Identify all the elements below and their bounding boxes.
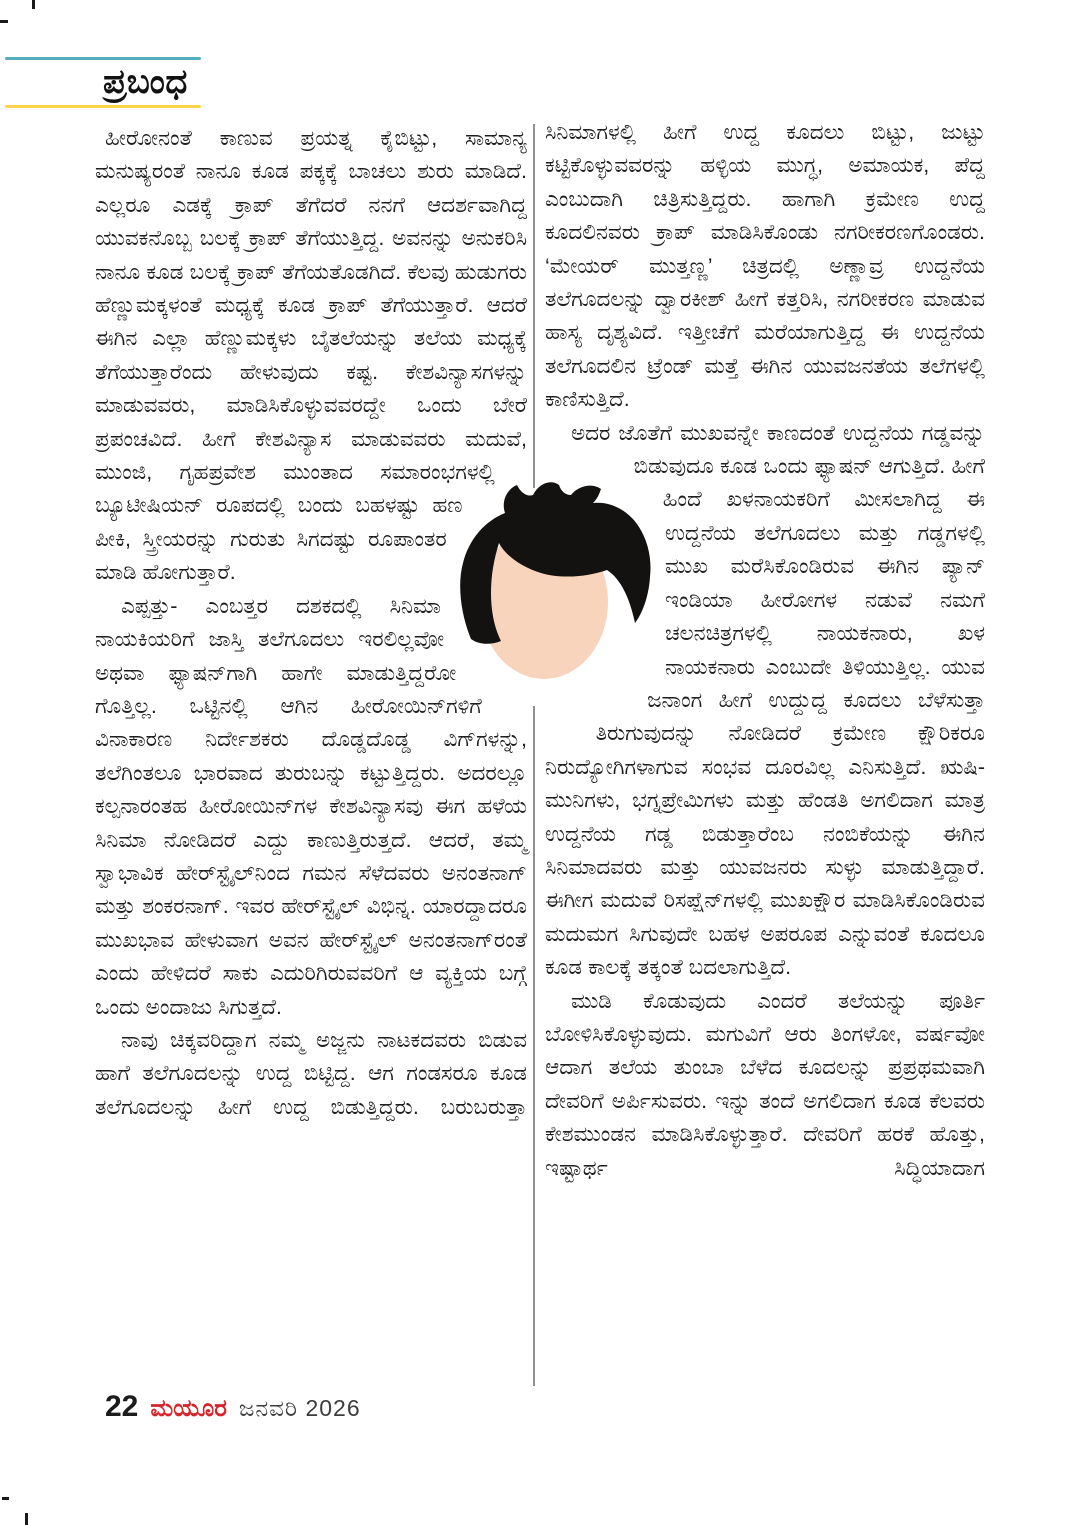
page-footer — [105, 1390, 361, 1424]
column-divider-top — [533, 124, 535, 488]
body-paragraph: ಎಪ್ಪತ್ತು- ಎಂಬತ್ತರ ದಶಕದಲ್ಲಿ ಸಿನಿಮಾ ನಾಯಕಿಯರಿಗೆ ಜಾಸ್ತಿ ತಲೆಗೂದಲು ಇರಲಿಲ್ಲವೋ ಅಥವಾ ಫ್ಯಾಷನ್‌ಗಾಗಿ ಹಾಗೇ ಮಾಡುತ್ತಿದ್ದರೋ ಗೊತ್ತಿಲ್ಲ. ಒಟ್ಟಿನಲ್ಲಿ ಆಗಿನ ಹೀರೋಯಿನ್‌ಗಳಿಗೆ ವಿನಾಕಾರಣ ನಿರ್ದೇಶಕರು ದೊಡ್ಡದೊಡ್ಡ ವಿಗ್‌ಗಳನ್ನು, ತಲೆಗಿಂತಲೂ ಭಾರವಾದ ತುರುಬನ್ನು ಕಟ್ಟುತ್ತಿದ್ದರು. ಅದರಲ್ಲೂ ಕಲ್ಪನಾರಂತಹ ಹೀರೋಯಿನ್‌ಗಳ ಕೇಶವಿನ್ಯಾಸವು ಈಗ ಹಳೆಯ ಸಿನಿಮಾ ನೋಡಿದರೆ ಎದ್ದು ಕಾಣುತ್ತಿರುತ್ತದೆ. ಆದರೆ, ತಮ್ಮ ಸ್ವಾಭಾವಿಕ ಹೇರ್‌ಸ್ಟೈಲ್‌ನಿಂದ ಗಮನ ಸೆಳೆದವರು ಅನಂತನಾಗ್ ಮತ್ತು ಶಂಕರನಾಗ್. ಇವರ ಹೇರ್‌ಸ್ಟೈಲ್ ವಿಭಿನ್ನ. ಯಾರದ್ದಾದರೂ ಮುಖಭಾವ ಹೇಳುವಾಗ ಅವನ ಹೇರ್‌ಸ್ಟೈಲ್ ಅನಂತನಾಗ್‌ರಂತೆ ಎಂದು ಹೇಳಿದರೆ ಸಾಕು ಎದುರಿಗಿರುವವರಿಗೆ ಆ ವ್ಯಕ್ತಿಯ ಬಗ್ಗೆ ಒಂದು ಅಂದಾಜು ಸಿಗುತ್ತದೆ. — [95, 593, 527, 1019]
body-paragraph: ಮುಡಿ ಕೊಡುವುದು ಎಂದರೆ ತಲೆಯನ್ನು ಪೂರ್ತಿ ಬೋಳಿಸಿಕೊಳ್ಳುವುದು. ಮಗುವಿಗೆ ಆರು ತಿಂಗಳೋ, ವರ್ಷವೋ ಆದಾಗ ತಲೆಯ ತುಂಬಾ ಬೆಳೆದ ಕೂದಲನ್ನು ಪ್ರಪ್ರಥಮವಾಗಿ ದೇವರಿಗೆ ಅರ್ಪಿಸುವರು. ಇನ್ನು ತಂದೆ ಅಗಲಿದಾಗ ಕೂಡ ಕೆಲವರು ಕೇಶಮುಂಡನ ಮಾಡಿಸಿಕೊಳ್ಳುತ್ತಾರೆ. ದೇವರಿಗೆ ಹರಕೆ ಹೊತ್ತು, ಇಷ್ಟಾರ್ಥ ಸಿದ್ಧಿಯಾದಾಗ — [545, 988, 985, 1180]
body-paragraph: ಸಿನಿಮಾಗಳಲ್ಲಿ ಹೀಗೆ ಉದ್ದ ಕೂದಲು ಬಿಟ್ಟು, ಜುಟ್ಟು ಕಟ್ಟಿಕೊಳ್ಳುವವರನ್ನು ಹಳ್ಳಿಯ ಮುಗ್ಧ, ಅಮಾಯಕ, ಪೆದ್ದ ಎಂಬುದಾಗಿ ಚಿತ್ರಿಸುತ್ತಿದ್ದರು. ಹಾಗಾಗಿ ಕ್ರಮೇಣ ಉದ್ದ ಕೂದಲಿನವರು ಕ್ರಾಪ್ ಮಾಡಿಸಿಕೊಂಡು ನಗರೀಕರಣಗೊಂಡರು. ‘ಮೇಯರ್ ಮುತ್ತಣ್ಣ’ ಚಿತ್ರದಲ್ಲಿ ಅಣ್ಣಾವ್ರ ಉದ್ದನೆಯ ತಲೆಗೂದಲನ್ನು ದ್ವಾರಕೀಶ್ ಹೀಗೆ ಕತ್ತರಿಸಿ, ನಗರೀಕರಣ ಮಾಡುವ ಹಾಸ್ಯ ದೃಶ್ಯವಿದೆ. ಇತ್ತೀಚೆಗೆ ಮರೆಯಾಗುತ್ತಿದ್ದ ಈ ಉದ್ದನೆಯ ತಲೆಗೂದಲಿನ ಟ್ರೆಂಡ್ ಮತ್ತೆ ಈಗಿನ ಯುವಜನತೆಯ ತಲೆಗಳಲ್ಲಿ ಕಾಣಿಸುತ್ತಿದೆ. — [545, 120, 985, 412]
section-title: ಪ್ರಬಂಧ — [103, 63, 188, 101]
page-number: 22 — [105, 1390, 139, 1423]
body-paragraph: ಹೀರೋನಂತೆ ಕಾಣುವ ಪ್ರಯತ್ನ ಕೈಬಿಟ್ಟು, ಸಾಮಾನ್ಯ ಮನುಷ್ಯರಂತೆ ನಾನೂ ಕೂಡ ಪಕ್ಕಕ್ಕೆ ಬಾಚಲು ಶುರು ಮಾಡಿದೆ. ಎಲ್ಲರೂ ಎಡಕ್ಕೆ ಕ್ರಾಪ್ ತೆಗೆದರೆ ನನಗೆ ಆದರ್ಶವಾಗಿದ್ದ ಯುವಕನೊಬ್ಬ ಬಲಕ್ಕೆ ಕ್ರಾಪ್ ತೆಗೆಯುತ್ತಿದ್ದ. ಅವನನ್ನು ಅನುಕರಿಸಿ ನಾನೂ ಕೂಡ ಬಲಕ್ಕೆ ಕ್ರಾಪ್ ತೆಗೆಯತೊಡಗಿದೆ. ಕೆಲವು ಹುಡುಗರು ಹೆಣ್ಣುಮಕ್ಕಳಂತೆ ಮಧ್ಯಕ್ಕೆ ಕೂಡ ಕ್ರಾಪ್ ತೆಗೆಯುತ್ತಾರೆ. ಆದರೆ ಈಗಿನ ಎಲ್ಲಾ ಹೆಣ್ಣುಮಕ್ಕಳು ಬೈತಲೆಯನ್ನು ತಲೆಯ ಮಧ್ಯಕ್ಕೆ ತೆಗೆಯುತ್ತಾರೆಂದು ಹೇಳುವುದು ಕಷ್ಟ. ಕೇಶವಿನ್ಯಾಸಗಳನ್ನು ಮಾಡುವವರು, ಮಾಡಿಸಿಕೊಳ್ಳುವವರದ್ದೇ ಒಂದು ಬೇರೆ ಪ್ರಪಂಚವಿದೆ. ಹೀಗೆ ಕೇಶವಿನ್ಯಾಸ ಮಾಡುವವರು ಮದುವೆ, ಮುಂಜಿ, ಗೃಹಪ್ರವೇಶ ಮುಂತಾದ ಸಮಾರಂಭಗಳಲ್ಲಿ ಬ್ಯೂಟೀಷಿಯನ್ ರೂಪದಲ್ಲಿ ಬಂದು ಬಹಳಷ್ಟು ಹಣ ಪೀಕಿ, ಸ್ತ್ರೀಯರನ್ನು ಗುರುತು ಸಿಗದಷ್ಟು ರೂಪಾಂತರ ಮಾಡಿ ಹೋಗುತ್ತಾರೆ. — [95, 126, 527, 585]
crop-mark-bottom-left-vertical — [25, 1513, 28, 1525]
body-paragraph: ಅದರ ಜೊತೆಗೆ ಮುಖವನ್ನೇ ಕಾಣದಂತೆ ಉದ್ದನೆಯ ಗಡ್ಡವನ್ನು ಬಿಡುವುದೂ ಕೂಡ ಒಂದು ಫ್ಯಾಷನ್ ಆಗುತ್ತಿದೆ. ಹೀಗೆ ಹಿಂದೆ ಖಳನಾಯಕರಿಗೆ ಮೀಸಲಾಗಿದ್ದ ಈ ಉದ್ದನೆಯ ತಲೆಗೂದಲು ಮತ್ತು ಗಡ್ಡಗಳಲ್ಲಿ ಮುಖ ಮರೆಸಿಕೊಂಡಿರುವ ಈಗಿನ ಪ್ಯಾನ್ ಇಂಡಿಯಾ ಹೀರೋಗಳ ನಡುವೆ ನಮಗೆ ಚಲನಚಿತ್ರಗಳಲ್ಲಿ ನಾಯಕನಾರು, ಖಳ ನಾಯಕನಾರು ಎಂಬುದೇ ತಿಳಿಯುತ್ತಿಲ್ಲ. ಯುವ ಜನಾಂಗ ಹೀಗೆ ಉದ್ದುದ್ದ ಕೂದಲು ಬೆಳೆಸುತ್ತಾ ತಿರುಗುವುದನ್ನು ನೋಡಿದರೆ ಕ್ರಮೇಣ ಕ್ಷೌರಿಕರೂ ನಿರುದ್ಯೋಗಿಗಳಾಗುವ ಸಂಭವ ದೂರವಿಲ್ಲ ಎನಿಸುತ್ತಿದೆ. ಋಷಿ-ಮುನಿಗಳು, ಭಗ್ನಪ್ರೇಮಿಗಳು ಮತ್ತು ಹೆಂಡತಿ ಅಗಲಿದಾಗ ಮಾತ್ರ ಉದ್ದನೆಯ ಗಡ್ಡ ಬಿಡುತ್ತಾರೆಂಬ ನಂಬಿಕೆಯನ್ನು ಈಗಿನ ಸಿನಿಮಾದವರು ಮತ್ತು ಯುವಜನರು ಸುಳ್ಳು ಮಾಡುತ್ತಿದ್ದಾರೆ. ಈಗೀಗ ಮದುವೆ ರಿಸಪ್ಷೆನ್‌ಗಳಲ್ಲಿ ಮುಖಕ್ಷೌರ ಮಾಡಿಸಿಕೊಂಡಿರುವ ಮದುಮಗ ಸಿಗುವುದೇ ಬಹಳ ಅಪರೂಪ ಎನ್ನುವಂತೆ ಕೂದಲೂ ಕೂಡ ಕಾಲಕ್ಕೆ ತಕ್ಕಂತೆ ಬದಲಾಗುತ್ತಿದೆ. — [545, 420, 985, 980]
header-rule-bottom — [5, 105, 201, 108]
face-illustration — [449, 477, 665, 713]
body-paragraph: ನಾವು ಚಿಕ್ಕವರಿದ್ದಾಗ ನಮ್ಮ ಅಜ್ಜನು ನಾಟಕದವರು ಬಿಡುವ ಹಾಗೆ ತಲೆಗೂದಲನ್ನು ಉದ್ದ ಬಿಟ್ಟಿದ್ದ. ಆಗ ಗಂಡಸರೂ ಕೂಡ ತಲೆಗೂದಲನ್ನು ಹೀಗೆ ಉದ್ದ ಬಿಡುತ್ತಿದ್ದರು. ಬರುಬರುತ್ತಾ — [95, 1027, 527, 1119]
column-divider-bottom — [533, 706, 535, 1386]
crop-mark-top-left-vertical — [32, 0, 35, 9]
crop-mark-top-left-horizontal — [0, 20, 8, 23]
magazine-name: ಮಯೂರ — [150, 1395, 227, 1422]
issue-date: ಜನವರಿ 2026 — [238, 1395, 361, 1421]
section-header — [5, 57, 201, 108]
crop-mark-bottom-left-horizontal — [2, 1497, 9, 1500]
